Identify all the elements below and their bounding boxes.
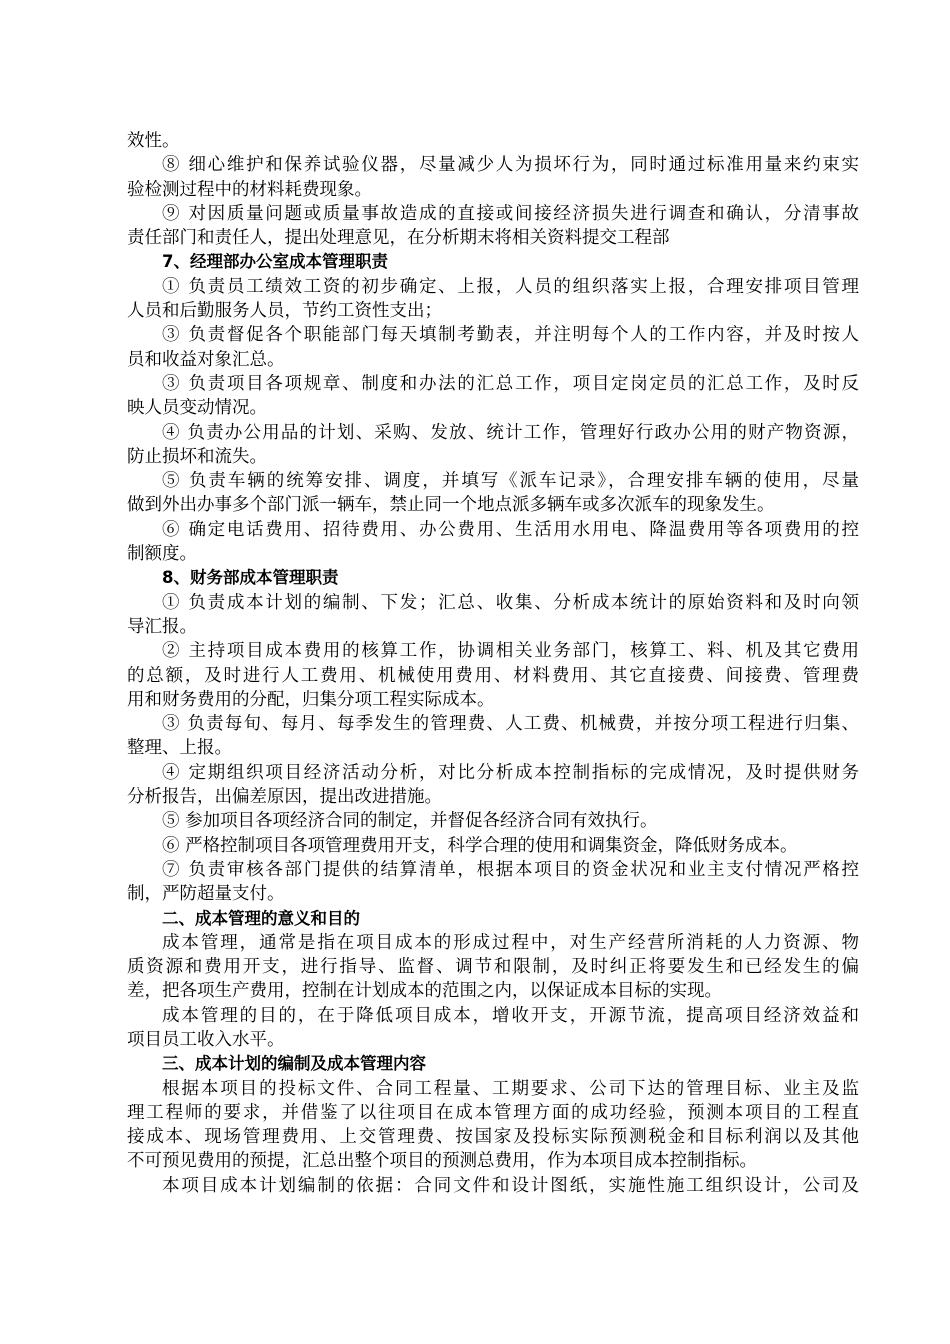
text-line: ⑥ 严格控制项目各项管理费用开支，科学合理的使用和调集资金，降低财务成本。 (162, 835, 798, 856)
section-heading: 三、成本计划的编制及成本管理内容 (162, 1054, 426, 1074)
text-line: 的总额，及时进行人工费用、机械使用费用、材料费用、其它直接费、间接费、管理费 (127, 665, 859, 686)
text-line: 整理、上报。 (127, 738, 232, 759)
text-line: 验检测过程中的材料耗费现象。 (127, 179, 372, 200)
text-line: 接成本、现场管理费用、上交管理费、按国家及投标实际预测税金和目标利润以及其他 (127, 1127, 859, 1148)
text-line: ⑥ 确定电话费用、招待费用、办公费用、生活用水用电、降温费用等各项费用的控 (162, 519, 859, 540)
section-heading: 8、财务部成本管理职责 (162, 568, 339, 588)
text-line: 质资源和费用开支，进行指导、监督、调节和限制，及时纠正将要发生和已经发生的偏 (127, 957, 859, 978)
text-line: ④ 定期组织项目经济活动分析，对比分析成本控制指标的完成情况，及时提供财务 (162, 762, 859, 783)
text-line: 责任部门和责任人，提出处理意见，在分析期末将相关资料提交工程部 (127, 228, 670, 249)
text-line: ⑧ 细心维护和保养试验仪器，尽量减少人为损坏行为，同时通过标准用量来约束实 (162, 155, 859, 176)
text-line: 成本管理，通常是指在项目成本的形成过程中，对生产经营所消耗的人力资源、物 (162, 932, 859, 953)
text-line: 人员和后勤服务人员，节约工资性支出； (127, 301, 442, 322)
text-line: ② 主持项目成本费用的核算工作，协调相关业务部门，核算工、料、机及其它费用 (162, 641, 859, 662)
text-line: 不可预见费用的预提，汇总出整个项目的预测总费用，作为本项目成本控制指标。 (127, 1151, 757, 1172)
text-line: 用和财务费用的分配，归集分项工程实际成本。 (127, 689, 495, 710)
text-line: ⑤ 负责车辆的统筹安排、调度，并填写《派车记录》，合理安排车辆的使用，尽量 (162, 471, 859, 492)
section-heading: 二、成本管理的意义和目的 (162, 908, 360, 928)
text-line: 项目员工收入水平。 (127, 1029, 285, 1050)
text-line: 差，把各项生产费用，控制在计划成本的范围之内，以保证成本目标的实现。 (127, 981, 722, 1002)
text-line: 制额度。 (127, 544, 197, 565)
text-line: 做到外出办事多个部门派一辆车，禁止同一个地点派多辆车或多次派车的现象发生。 (127, 495, 775, 516)
text-line: ⑦ 负责审核各部门提供的结算清单，根据本项目的资金状况和业主支付情况严格控 (162, 859, 859, 880)
text-line: ③ 负责督促各个职能部门每天填制考勤表，并注明每个人的工作内容，并及时按人 (162, 325, 859, 346)
text-line: 根据本项目的投标文件、合同工程量、工期要求、公司下达的管理目标、业主及监 (162, 1078, 859, 1099)
text-line: ⑨ 对因质量问题或质量事故造成的直接或间接经济损失进行调查和确认，分清事故 (162, 203, 859, 224)
text-line: 映人员变动情况。 (127, 398, 267, 419)
text-line: 制，严防超量支付。 (127, 884, 285, 905)
text-line: 防止损坏和流失。 (127, 446, 267, 467)
text-line: 导汇报。 (127, 616, 197, 637)
text-line: 成本管理的目的，在于降低项目成本，增收开支，开源节流，提高项目经济效益和 (162, 1005, 859, 1026)
document-body (127, 129, 859, 1198)
text-line: ① 负责员工绩效工资的初步确定、上报，人员的组织落实上报，合理安排项目管理 (162, 276, 859, 297)
text-line: ③ 负责每旬、每月、每季发生的管理费、人工费、机械费，并按分项工程进行归集、 (162, 714, 859, 735)
text-line: ③ 负责项目各项规章、制度和办法的汇总工作，项目定岗定员的汇总工作，及时反 (162, 373, 859, 394)
text-line: 员和收益对象汇总。 (127, 349, 285, 370)
text-line: 效性。 (127, 131, 180, 151)
section-heading: 7、经理部办公室成本管理职责 (162, 252, 388, 272)
text-line: ④ 负责办公用品的计划、采购、发放、统计工作，管理好行政办公用的财产物资源， (162, 422, 859, 443)
text-line: 分析报告，出偏差原因，提出改进措施。 (127, 787, 442, 808)
text-line: ⑤ 参加项目各项经济合同的制定，并督促各经济合同有效执行。 (162, 811, 658, 832)
text-line: ① 负责成本计划的编制、下发；汇总、收集、分析成本统计的原始资料和及时向领 (162, 592, 859, 613)
text-line: 理工程师的要求，并借鉴了以往项目在成本管理方面的成功经验，预测本项目的工程直 (127, 1102, 859, 1123)
text-line: 本项目成本计划编制的依据：合同文件和设计图纸，实施性施工组织设计，公司及 (162, 1175, 859, 1196)
